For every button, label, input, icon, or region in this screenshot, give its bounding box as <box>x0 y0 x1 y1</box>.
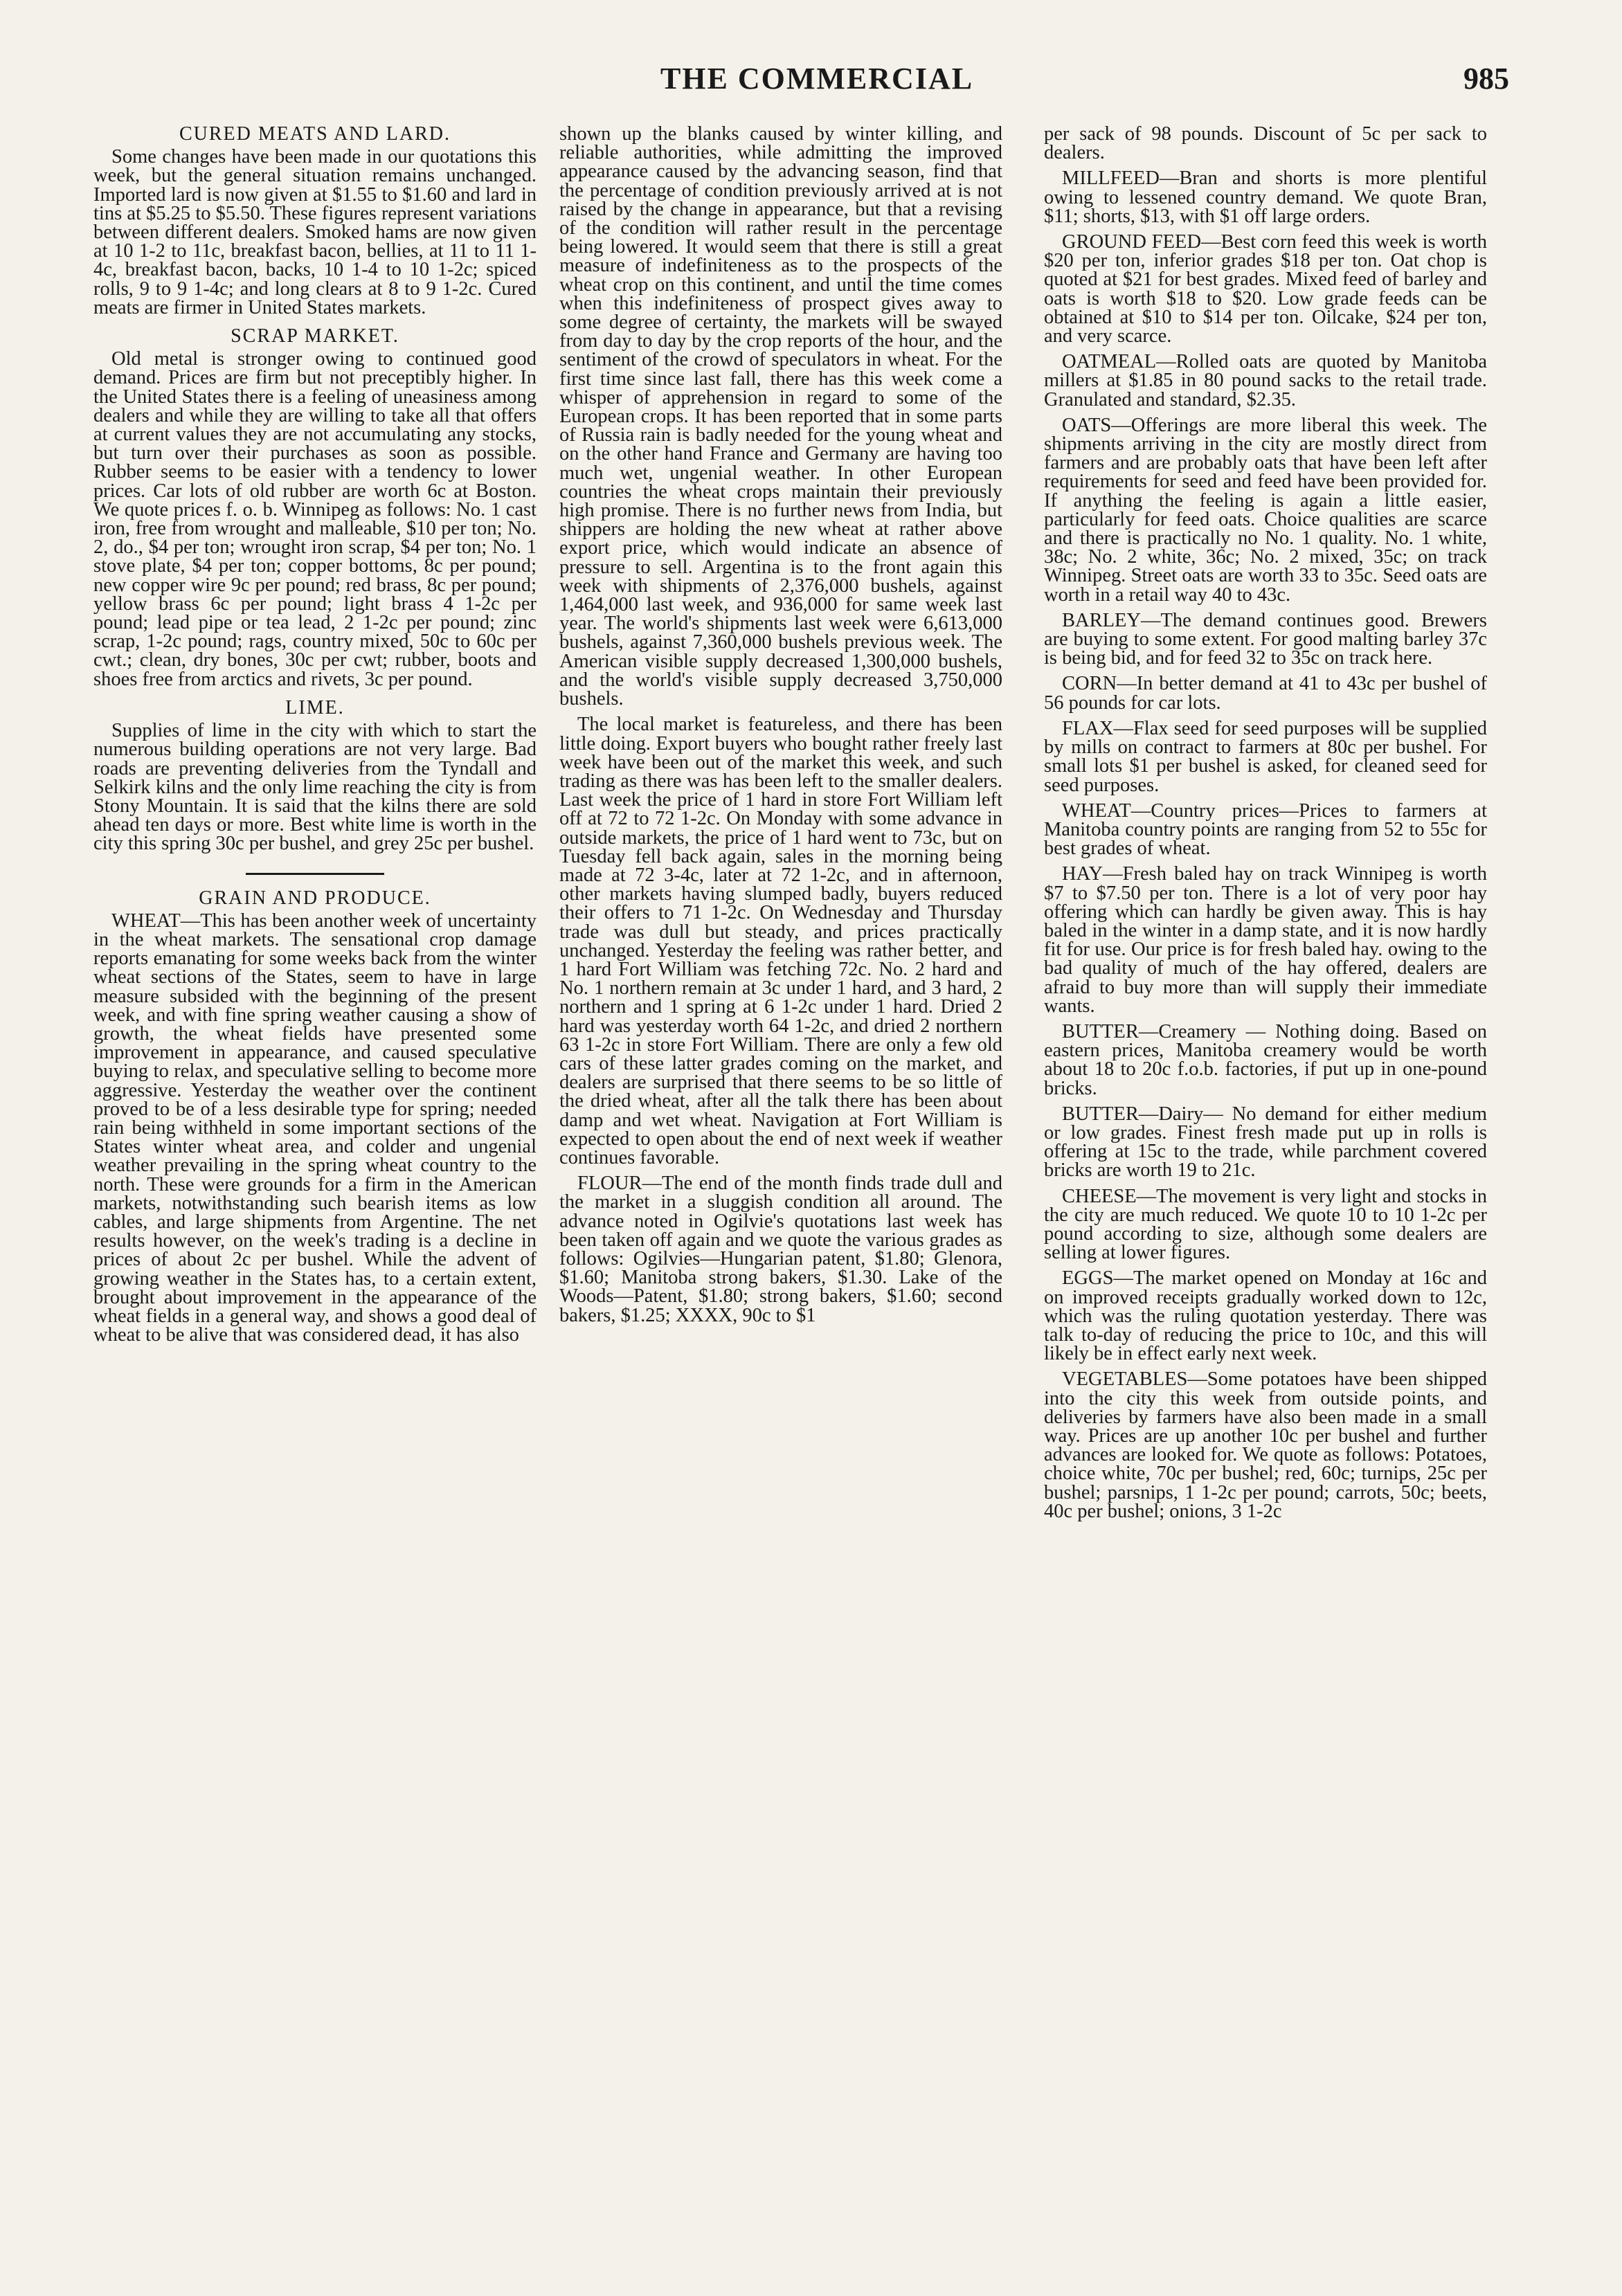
text-hay: —Fresh baled hay on track Winnipeg is worth $7 to $7.50 per ton. There is a lot of very poor hay offering which can hardly be given away. This is hay baled in the winter in a damp state, and it is now hardly fit for use. Our price is for fresh baled hay. owing to the bad quality of much of the hay offered, dealers are afraid to buy more than will supply their immediate wants. <box>1044 863 1487 1017</box>
paragraph-flax <box>1044 719 1487 795</box>
lead-in-barley: BARLEY <box>1062 609 1141 631</box>
paragraph-barley <box>1044 611 1487 668</box>
lead-in-millfeed: MILLFEED <box>1062 168 1160 190</box>
paragraph-cured-meats: Some changes have been made in our quotations this week, but the general situation remains unchanged. Imported lard is now given at $1.55 to $1.60 and lard in tins at $5.25 to $5.50. These figures represent variations between different dealers. Smoked hams are now given at 10 1-2 to 11c, breakfast bacon, bellies, at 11 to 11 1-4c, breakfast bacon, backs, 10 1-4 to 10 1-2c; spiced rolls, 9 to 9 1-4c; and long clears at 8 to 9 1-2c. Cured meats are firmer in United States markets. <box>93 146 537 318</box>
text-corn: —In better demand at 41 to 43c per bushel of 56 pounds for car lots. <box>1044 673 1487 714</box>
text-barley: —The demand continues good. Brewers are buying to some extent. For good malting barley 37c is being bid, and for feed 32 to 35c on track here. <box>1044 609 1487 669</box>
section-heading-cured-meats: CURED MEATS AND LARD. <box>179 125 451 145</box>
paragraph-wheat-country <box>1044 799 1487 860</box>
lead-in-oatmeal: OATMEAL <box>1062 351 1157 373</box>
lead-in-flax: FLAX <box>1062 717 1114 739</box>
paragraph-eggs <box>1044 1269 1487 1363</box>
lead-in-oats: OATS <box>1062 414 1112 436</box>
lead-in-eggs: EGGS <box>1062 1267 1114 1290</box>
text-millfeed: —Bran and shorts is more plentiful owing to lessened country demand. We quote Bran, $11; shorts, $13, with $1 off large orders. <box>1044 168 1487 227</box>
paragraph-vegetables <box>1044 1370 1487 1521</box>
page-header <box>0 0 1622 104</box>
section-heading-lime: LIME. <box>285 696 345 718</box>
text-vegetables: —Some potatoes have been shipped into the city this week from outside points, and deliveries by farmers have also been made in a small way. Prices are up another 10c per bushel and further advances are looked for. We quote as follows: Potatoes, choice white, 70c per bushel; red, 60c; turnips, 25c per bushel; parsnips, 1 1-2c per pound; carrots, 50c; beets, 40c per bushel; onions, 3 1-2c <box>1044 1368 1487 1522</box>
text-ground-feed: —Best corn feed this week is worth $20 per ton, inferior grades $18 per ton. Oat chop is quoted at $21 for best grades. Mixed feed of barley and oats is worth $18 to $20. Low grade feeds can be obtained at $10 to $14 per ton. Oilcake, $24 per ton, and very scarce. <box>1044 231 1487 347</box>
lead-in-flour: FLOUR <box>577 1173 642 1195</box>
text-wheat-country: —Country prices—Prices to farmers at Manitoba country points are ranging from 52 to 55c for best grades of wheat. <box>1044 799 1487 860</box>
column-3 <box>1044 125 1487 2257</box>
column-1 <box>93 125 537 2257</box>
lead-in-wheat-country: WHEAT <box>1062 799 1131 822</box>
paragraph-millfeed <box>1044 169 1487 226</box>
section-divider <box>246 873 384 875</box>
lead-in-hay: HAY <box>1062 863 1103 885</box>
paragraph-flour-continued: per sack of 98 pounds. Discount of 5c per sack to dealers. <box>1044 125 1487 164</box>
paragraph-lime: Supplies of lime in the city with which to start the numerous building operations are not very large. Bad roads are preventing deliveries from the Tyndall and Selkirk kilns and the only lime reaching the city is from Stony Mountain. It is said that the kilns there are sold ahead ten days or more. Best white lime is worth in the city this spring 30c per bushel, and grey 25c per bushel. <box>93 720 537 855</box>
paragraph-cheese <box>1044 1187 1487 1263</box>
text-cheese: —The movement is very light and stocks in the city are much reduced. We quote 10 to 10 1-2c per pound according to size, although some dealers are selling at lower figures. <box>1044 1185 1487 1264</box>
lead-in-vegetables: VEGETABLES <box>1062 1368 1188 1391</box>
text-butter-creamery: —Creamery — Nothing doing. Based on eastern prices, Manitoba creamery would be worth about 18 to 20c f.o.b. factories, if put up in one-pound bricks. <box>1044 1020 1487 1099</box>
text-flour: —The end of the month finds trade dull and the market in a sluggish condition all around. The advance noted in Ogilvie's quotations last week has been taken off again and we quote the various grades as follows: Ogilvies—Hungarian patent, $1.80; Glenora, $1.60; Manitoba strong bakers, $1.30. Lake of the Woods—Patent, $1.80; strong bakers, $1.60; second bakers, $1.25; XXXX, 90c to $1 <box>559 1173 1002 1326</box>
lead-in-cheese: CHEESE <box>1062 1185 1137 1207</box>
lead-in-corn: CORN <box>1062 673 1117 695</box>
paragraph-oats <box>1044 416 1487 604</box>
page-number: 985 <box>1463 62 1509 96</box>
paragraph-butter-dairy <box>1044 1105 1487 1180</box>
paragraph-oatmeal <box>1044 352 1487 409</box>
text-eggs: —The market opened on Monday at 16c and on improved receipts gradually worked down to 12c, which was the ruling quotation yesterday. There was talk to-day of reducing the price to 10c, and this will likely be in effect early next week. <box>1044 1267 1487 1365</box>
column-2 <box>559 125 1002 2257</box>
text-flax: —Flax seed for seed purposes will be supplied by mills on contract to farmers at 80c per bushel. For small lots $1 per bushel is asked, for cleaned seed for seed purposes. <box>1044 717 1487 796</box>
paragraph-butter-creamery <box>1044 1022 1487 1098</box>
paragraph-flour <box>559 1174 1002 1325</box>
lead-in-butter-creamery: BUTTER <box>1062 1020 1139 1042</box>
paragraph-local-market: The local market is featureless, and there has been little doing. Export buyers who bought rather freely last week have been out of the market this week, and such trading as there was has been left to the smaller dealers. Last week the price of 1 hard in store Fort William left off at 72 to 72 1-2c. On Monday with some advance in outside markets, the price of 1 hard went to 73c, but on Tuesday fell back again, sales in the morning being made at 72 3-4c, later at 72 1-2c, and in afternoon, other markets having slumped badly, buyers reduced their offers to 71 1-2c. On Wednesday and Thursday trade was dull but steady, and prices practically unchanged. Yesterday the feeling was rather better, and 1 hard Fort William was fetching 72c. No. 2 hard and No. 1 northern remain at 3c under 1 hard, and 3 hard, 2 northern and 1 spring at 6 1-2c under 1 hard. Dried 2 hard was yesterday worth 64 1-2c, and dried 2 northern 63 1-2c in store Fort William. There are only a few old cars of these latter grades coming on the market, and dealers are surprised that there seems to be so little of the dried wheat, after all the talk there has been about damp and wet wheat. Navigation at Fort William is expected to open about the end of next week if weather continues favorable. <box>559 714 1002 1168</box>
text-butter-dairy: —Dairy— No demand for either medium or low grades. Finest fresh made put up in rolls is offering at 15c to the trade, while parchment covered bricks are worth 19 to 21c. <box>1044 1103 1487 1182</box>
paragraph-hay <box>1044 865 1487 1015</box>
section-heading-scrap-market: SCRAP MARKET. <box>231 325 399 347</box>
lead-in-butter-dairy: BUTTER <box>1062 1103 1139 1125</box>
section-heading-grain-produce: GRAIN AND PRODUCE. <box>199 887 431 909</box>
paragraph-corn <box>1044 674 1487 712</box>
running-title: THE COMMERCIAL <box>660 62 974 96</box>
lead-in-wheat: WHEAT <box>111 910 181 932</box>
lead-in-ground-feed: GROUND FEED <box>1062 231 1202 253</box>
text-oats: —Offerings are more liberal this week. The shipments arriving in the city are mostly direct from farmers and are probably oats that have been left after requirements for seed and feed have been provided for. If anything the feeling is again a little easier, particularly for feed oats. Choice qualities are scarce and there is practically no No. 1 quality. No. 1 white, 38c; No. 2 white, 36c; No. 2 mixed, 35c; on track Winnipeg. Street oats are worth 33 to 35c. Seed oats are worth in a retail way 40 to 43c. <box>1044 414 1487 606</box>
text-wheat: —This has been another week of uncertainty in the wheat markets. The sensational crop damage reports emanating for some weeks back from the winter wheat sections of the States, seem to have in large measure subsided with the beginning of the present week, and with fine spring weather causing a show of growth, the wheat fields have presented some improvement in appearance, and caused speculative buying to relax, and speculative selling to become more aggressive. Yesterday the weather over the continent proved to be of a less desirable type for spring; needed rain being withheld in some important sections of the States winter wheat area, and colder and ungenial weather prevailing in the spring wheat country to the north. These were grounds for a firm in the American markets, notwithstanding such bearish items as low cables, and large shipments from Argentine. The net results however, on the week's trading is a decline in prices of about 2c per bushel. While the advent of growing weather in the States has, to a certain extent, brought about improvement in the appearance of the wheat fields in a general way, and shows a good deal of wheat to be alive that was considered dead, it has also <box>93 910 537 1346</box>
paragraph-wheat <box>93 912 537 1345</box>
paragraph-wheat-continued: shown up the blanks caused by winter killing, and reliable authorities, while admitting the improved appearance caused by the advancing season, find that the percentage of condition previously arrived at is not raised by the change in appearance, but that a revising of the condition will rather result in the percentage being lowered. It would seem that there is still a great measure of indefiniteness as to the prospects of the wheat crop on this continent, and until the time comes when this indefiniteness of prospect gives away to some degree of certainty, the markets will be swayed from day to day by the crop reports of the hour, and the sentiment of the crowd of speculators in wheat. For the first time since last fall, there has this week come a whisper of apprehension in regard to some of the European crops. It has been reported that in some parts of Russia rain is badly needed for the young wheat and on the other hand France and Germany are having too much wet, ungenial weather. In other European countries the wheat crops maintain their previously high promise. There is no further news from India, but shippers are holding the new wheat at rather above export price, which would indicate an absence of pressure to sell. Argentina is to the front again this week with shipments of 2,376,000 bushels, against 1,464,000 last week, and 936,000 for same week last year. The world's shipments last week were 6,613,000 bushels, against 7,360,000 bushels previous week. The American visible supply decreased 1,300,000 bushels, and the world's visible supply decreased 3,750,000 bushels. <box>559 125 1002 710</box>
paragraph-ground-feed <box>1044 233 1487 345</box>
text-oatmeal: —Rolled oats are quoted by Manitoba millers at $1.85 in 80 pound sacks to the retail trade. Granulated and standard, $2.35. <box>1044 351 1487 410</box>
paragraph-scrap-market: Old metal is stronger owing to continued good demand. Prices are firm but not preceptibly higher. In the United States there is a feeling of uneasiness among dealers and while they are willing to take all that offers at current values they are not accumulating any stocks, but turn over their purchases as soon as possible. Rubber seems to be easier with a tendency to lower prices. Car lots of old rubber are worth 6c at Boston. We quote prices f. o. b. Winnipeg as follows: No. 1 cast iron, free from wrought and malleable, $10 per ton; No. 2, do., $4 per ton; wrought iron scrap, $4 per ton; No. 1 stove plate, $4 per ton; copper bottoms, 8c per pound; new copper wire 9c per pound; red brass, 8c per pound; yellow brass 6c per pound; light brass 4 1-2c per pound; lead pipe or tea lead, 2 1-2c per pound; zinc scrap, 1-2c pound; rags, country mixed, 50c to 60c per cwt.; clean, dry bones, 30c per cwt; rubber, boots and shoes free from arctics and rivets, 3c per pound. <box>93 348 537 690</box>
